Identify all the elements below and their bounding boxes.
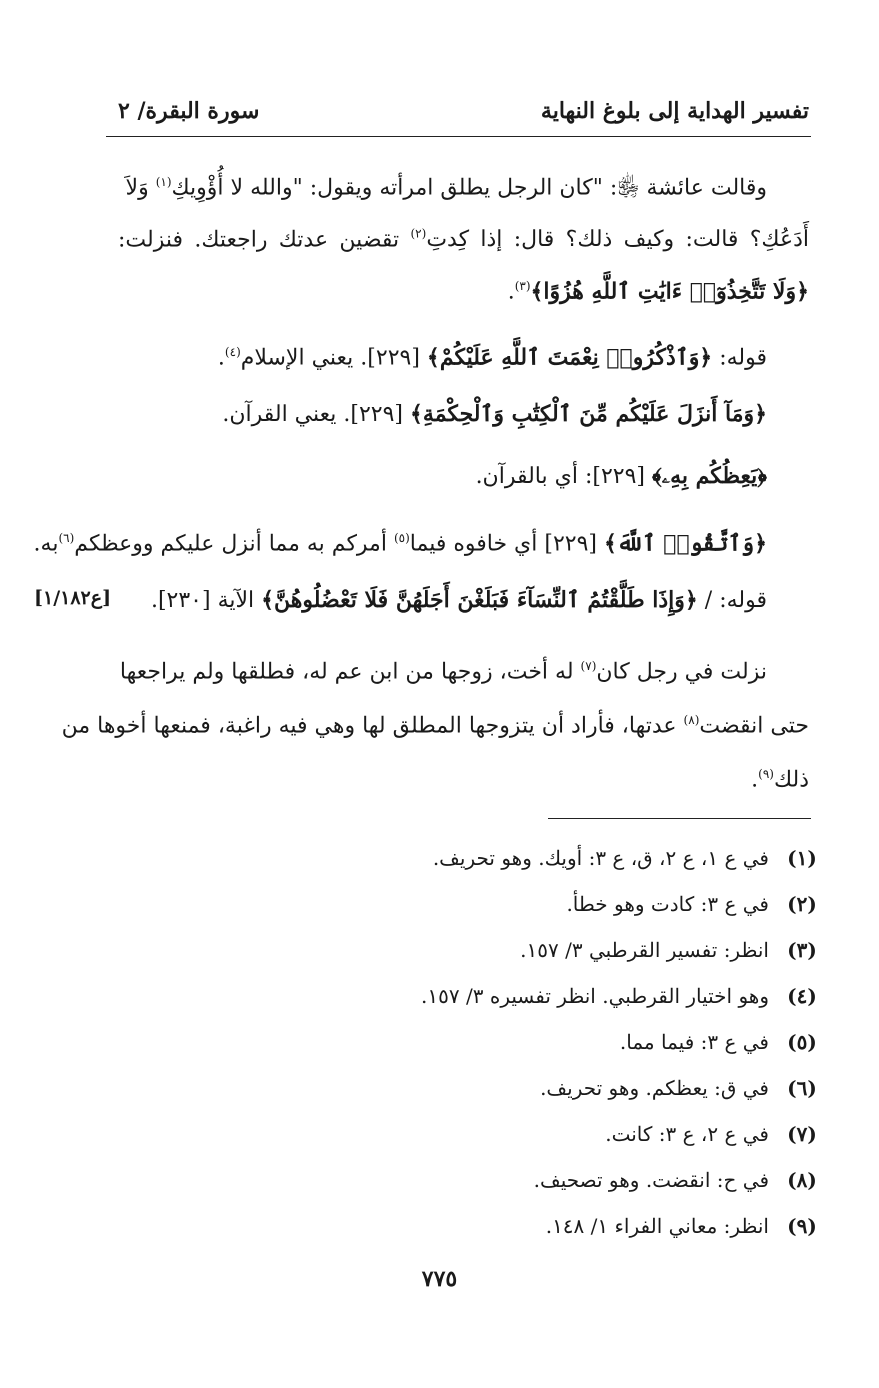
footnote xyxy=(433,842,821,874)
footnote-number: (٥) xyxy=(787,1030,817,1054)
footnote-number: (٣) xyxy=(787,938,817,962)
footnote-text: في ع ٣: فيما مما. xyxy=(619,1030,769,1054)
body-text: أَدَعُكِ؟ قالت: وكيف ذلك؟ قال: إذا كِدتِ xyxy=(426,227,810,253)
body-text: قوله: xyxy=(719,345,767,371)
body-text: ذلك xyxy=(773,767,809,793)
body-line xyxy=(118,458,767,495)
manuscript-folio-ref: [ع١/١٨٢] xyxy=(34,587,112,609)
footnote-text: في ع ٢، ع ٣: كانت. xyxy=(605,1122,769,1146)
footnote-text: في ع ١، ع ٢، ق، ع ٣: أويك. وهو تحريف. xyxy=(432,846,769,870)
footnote-text: في ع ٣: كادت وهو خطأ. xyxy=(566,892,769,916)
body-text: حتى انقضت xyxy=(699,713,809,739)
quran-verse: ﴿يَعِظُكُم بِهِۦ﴾ xyxy=(651,463,767,489)
footnote-divider xyxy=(548,818,811,819)
body-text: وَلاَ xyxy=(125,175,149,201)
footnote-text: انظر: معاني الفراء ١/ ١٤٨. xyxy=(545,1214,769,1238)
footnote-ref: (٢) xyxy=(410,227,427,241)
footnote-ref: (٧) xyxy=(580,659,597,673)
body-line xyxy=(33,520,767,562)
body-line xyxy=(118,164,767,206)
footnote xyxy=(540,1072,821,1104)
footnote-number: (٤) xyxy=(787,984,817,1008)
footnote-ref: (٥) xyxy=(393,531,410,545)
body-text: الآية [٢٣٠]. xyxy=(150,588,255,613)
footnote-ref: (٦) xyxy=(58,531,75,545)
quran-verse: ﴿وَٱتَّقُوا۟ ٱللَّهَ﴾ xyxy=(604,530,767,557)
body-text: تقضين عدتك راجعتك. فنزلت: xyxy=(118,227,400,253)
body-line: ﴿وَلَا تَتَّخِذُوٓا۟ ءَايَٰتِ ٱللَّهِ هُزُوًا﴾$^{(٣)}$. xyxy=(507,278,809,305)
footnote-number: (٩) xyxy=(787,1214,817,1238)
footnote-text: وهو اختيار القرطبي. انظر تفسيره ٣/ ١٥٧. xyxy=(421,984,769,1008)
quran-verse: ﴿وَٱذْكُرُوا۟ نِعْمَتَ ٱللَّهِ عَلَيْكُمْ﴾ xyxy=(426,344,713,371)
footnote-ref: (٣) xyxy=(514,279,531,293)
footnote xyxy=(546,1210,821,1242)
footnote-number: (٧) xyxy=(787,1122,817,1146)
body-line xyxy=(118,396,767,433)
footnote-text: انظر: تفسير القرطبي ٣/ ١٥٧. xyxy=(520,938,769,962)
footnote-number: (٨) xyxy=(787,1168,817,1192)
body-text: له أخت، زوجها من ابن عم له، فطلقها ولم يراجعها xyxy=(119,659,574,685)
page-number: ٧٧٥ xyxy=(421,1266,458,1292)
footnote-text: في ق: يعظكم. وهو تحريف. xyxy=(540,1076,769,1100)
footnote-number: (٢) xyxy=(787,892,817,916)
body-line: ذلك$^{(٩)}$. xyxy=(751,767,809,793)
body-line xyxy=(118,582,767,619)
footnote xyxy=(605,1118,821,1150)
quran-verse: ﴿وَلَا تَتَّخِذُوٓا۟ ءَايَٰتِ ٱللَّهِ هُزُوًا﴾ xyxy=(530,278,809,305)
footnote-ref: (٩) xyxy=(758,767,774,781)
body-text: به. xyxy=(33,531,59,557)
body-text: [٢٢٩]. يعني الإسلام xyxy=(240,345,420,371)
footnote xyxy=(421,980,821,1012)
body-line xyxy=(118,216,809,258)
quran-verse: ﴿وَإِذَا طَلَّقْتُمُ ٱلنِّسَآءَ فَبَلَغْنَ أَجَلَهُنَّ فَلَا تَعْضُلُوهُنَّ﴾ xyxy=(261,587,698,613)
footnote-ref: (٤) xyxy=(224,345,241,359)
book-title: تفسير الهداية إلى بلوغ النهاية xyxy=(540,98,809,124)
body-line: قوله: ﴿وَٱذْكُرُوا۟ نِعْمَتَ ٱللَّهِ عَلَيْكُمْ﴾ [٢٢٩]. يعني الإسلام$^{(٤)}$. xyxy=(217,344,767,371)
body-text: [٢٢٩] أي خافوه فيما xyxy=(409,531,598,557)
body-text: [٢٢٩]. يعني القرآن. xyxy=(222,402,404,427)
body-text: أمركم به مما أنزل عليكم ووعظكم xyxy=(74,531,387,557)
footnote-number: (١) xyxy=(787,846,817,870)
body-text: [٢٢٩]: أي بالقرآن. xyxy=(475,464,645,489)
footnote-number: (٦) xyxy=(787,1076,817,1100)
header-divider xyxy=(106,136,811,137)
footnote-text: في ح: انقضت. وهو تصحيف. xyxy=(533,1168,769,1192)
footnote xyxy=(620,1026,821,1058)
body-text: نزلت في رجل كان xyxy=(596,659,767,685)
footnote xyxy=(566,888,821,920)
body-line xyxy=(118,648,767,690)
footnote xyxy=(534,1164,821,1196)
body-text: قوله: / xyxy=(704,588,767,613)
surah-reference: سورة البقرة/ ٢ xyxy=(118,98,260,124)
body-text: عدتها، فأراد أن يتزوجها المطلق لها وهي فيه راغبة، فمنعها أخوها من xyxy=(61,713,677,739)
footnote xyxy=(520,934,821,966)
footnote-ref: (١) xyxy=(155,175,172,189)
body-line xyxy=(61,702,809,744)
quran-verse: ﴿وَمَآ أَنزَلَ عَلَيْكُم مِّنَ ٱلْكِتَٰبِ وَٱلْحِكْمَةِ﴾ xyxy=(410,401,767,427)
body-text: وقالت عائشة ﵂: "كان الرجل يطلق امرأته ويقول: "والله لا أُؤْوِيكِ xyxy=(171,175,767,201)
footnote-ref: (٨) xyxy=(683,713,700,727)
